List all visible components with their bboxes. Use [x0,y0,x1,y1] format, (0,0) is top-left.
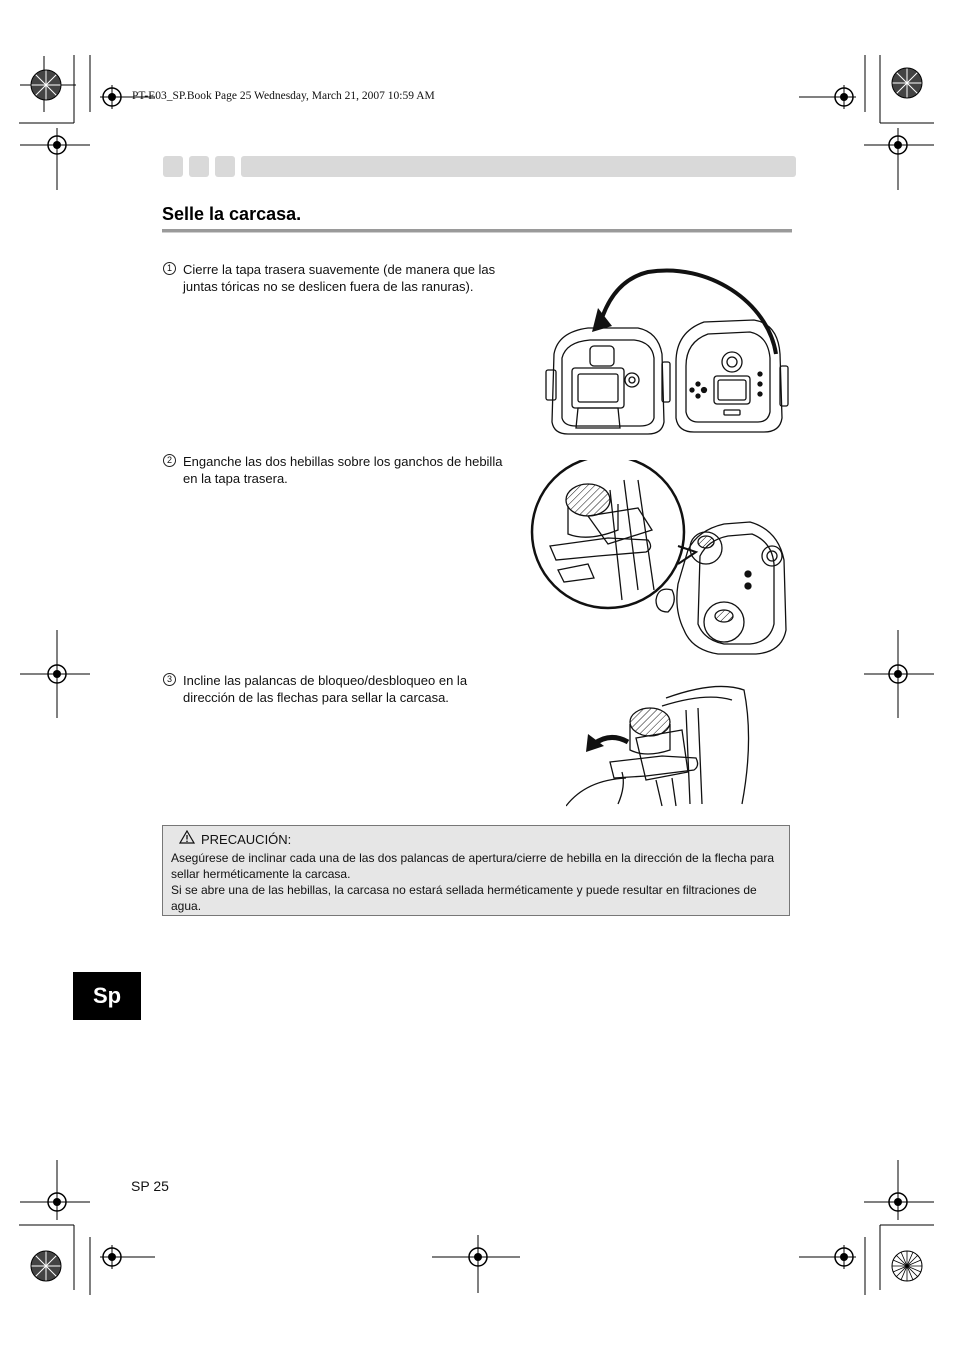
registration-rosette-icon [18,1236,74,1292]
step-text: Incline las palancas de bloqueo/desbloqueo en la dirección de las flechas para sellar la carcasa. [183,673,468,705]
title-underline [162,229,792,233]
buckle-hook-illustration [528,460,792,665]
housing-closing-illustration [528,262,792,443]
step-number: 3 [163,673,176,686]
registration-mark-icon [466,1245,490,1269]
step-number: 2 [163,454,176,467]
step-text: Enganche las dos hebillas sobre los ganchos de hebilla en la tapa trasera. [183,454,503,486]
registration-mark-icon [100,85,124,109]
crop-mark-icon [854,630,954,720]
registration-mark-icon [832,85,856,109]
section-title: Selle la carcasa. [162,204,302,224]
registration-mark-icon [45,133,69,157]
header-bar-segment [215,156,235,177]
step-text: Cierre la tapa trasera suavemente (de manera que las juntas tóricas no se deslicen fuera de las ranuras). [183,262,496,294]
language-tab: Sp [73,972,141,1020]
caution-heading [179,830,781,848]
caution-text-2: Si se abre una de las hebillas, la carcasa no estará sellada herméticamente y puede resultar en filtraciones de agua. [171,883,757,913]
caution-box [162,825,790,916]
header-bar [241,156,796,177]
registration-mark-icon [886,1190,910,1214]
caution-title: PRECAUCIÓN: [201,831,292,847]
registration-mark-icon [832,1245,856,1269]
header-bar-segment [189,156,209,177]
registration-rosette-icon [880,1236,936,1292]
step-number: 1 [163,262,176,275]
step-2 [163,453,513,487]
warning-triangle-icon [179,830,195,848]
book-header-info: PT-E03_SP.Book Page 25 Wednesday, March 21, 2007 10:59 AM [132,90,435,102]
step-3 [163,672,513,706]
page-number: SP 25 [131,1178,169,1194]
step-1 [163,261,513,295]
lever-tilt-illustration [566,680,756,813]
registration-mark-icon [45,1190,69,1214]
crop-mark-icon [0,630,100,720]
caution-text-1: Asegúrese de inclinar cada una de las dos palancas de apertura/cierre de hebilla en la dirección de la flecha para sellar herméticamente la carcasa. [171,851,775,881]
header-bar-segment [163,156,183,177]
registration-mark-icon [100,1245,124,1269]
registration-rosette-icon [878,56,934,112]
registration-mark-icon [886,133,910,157]
